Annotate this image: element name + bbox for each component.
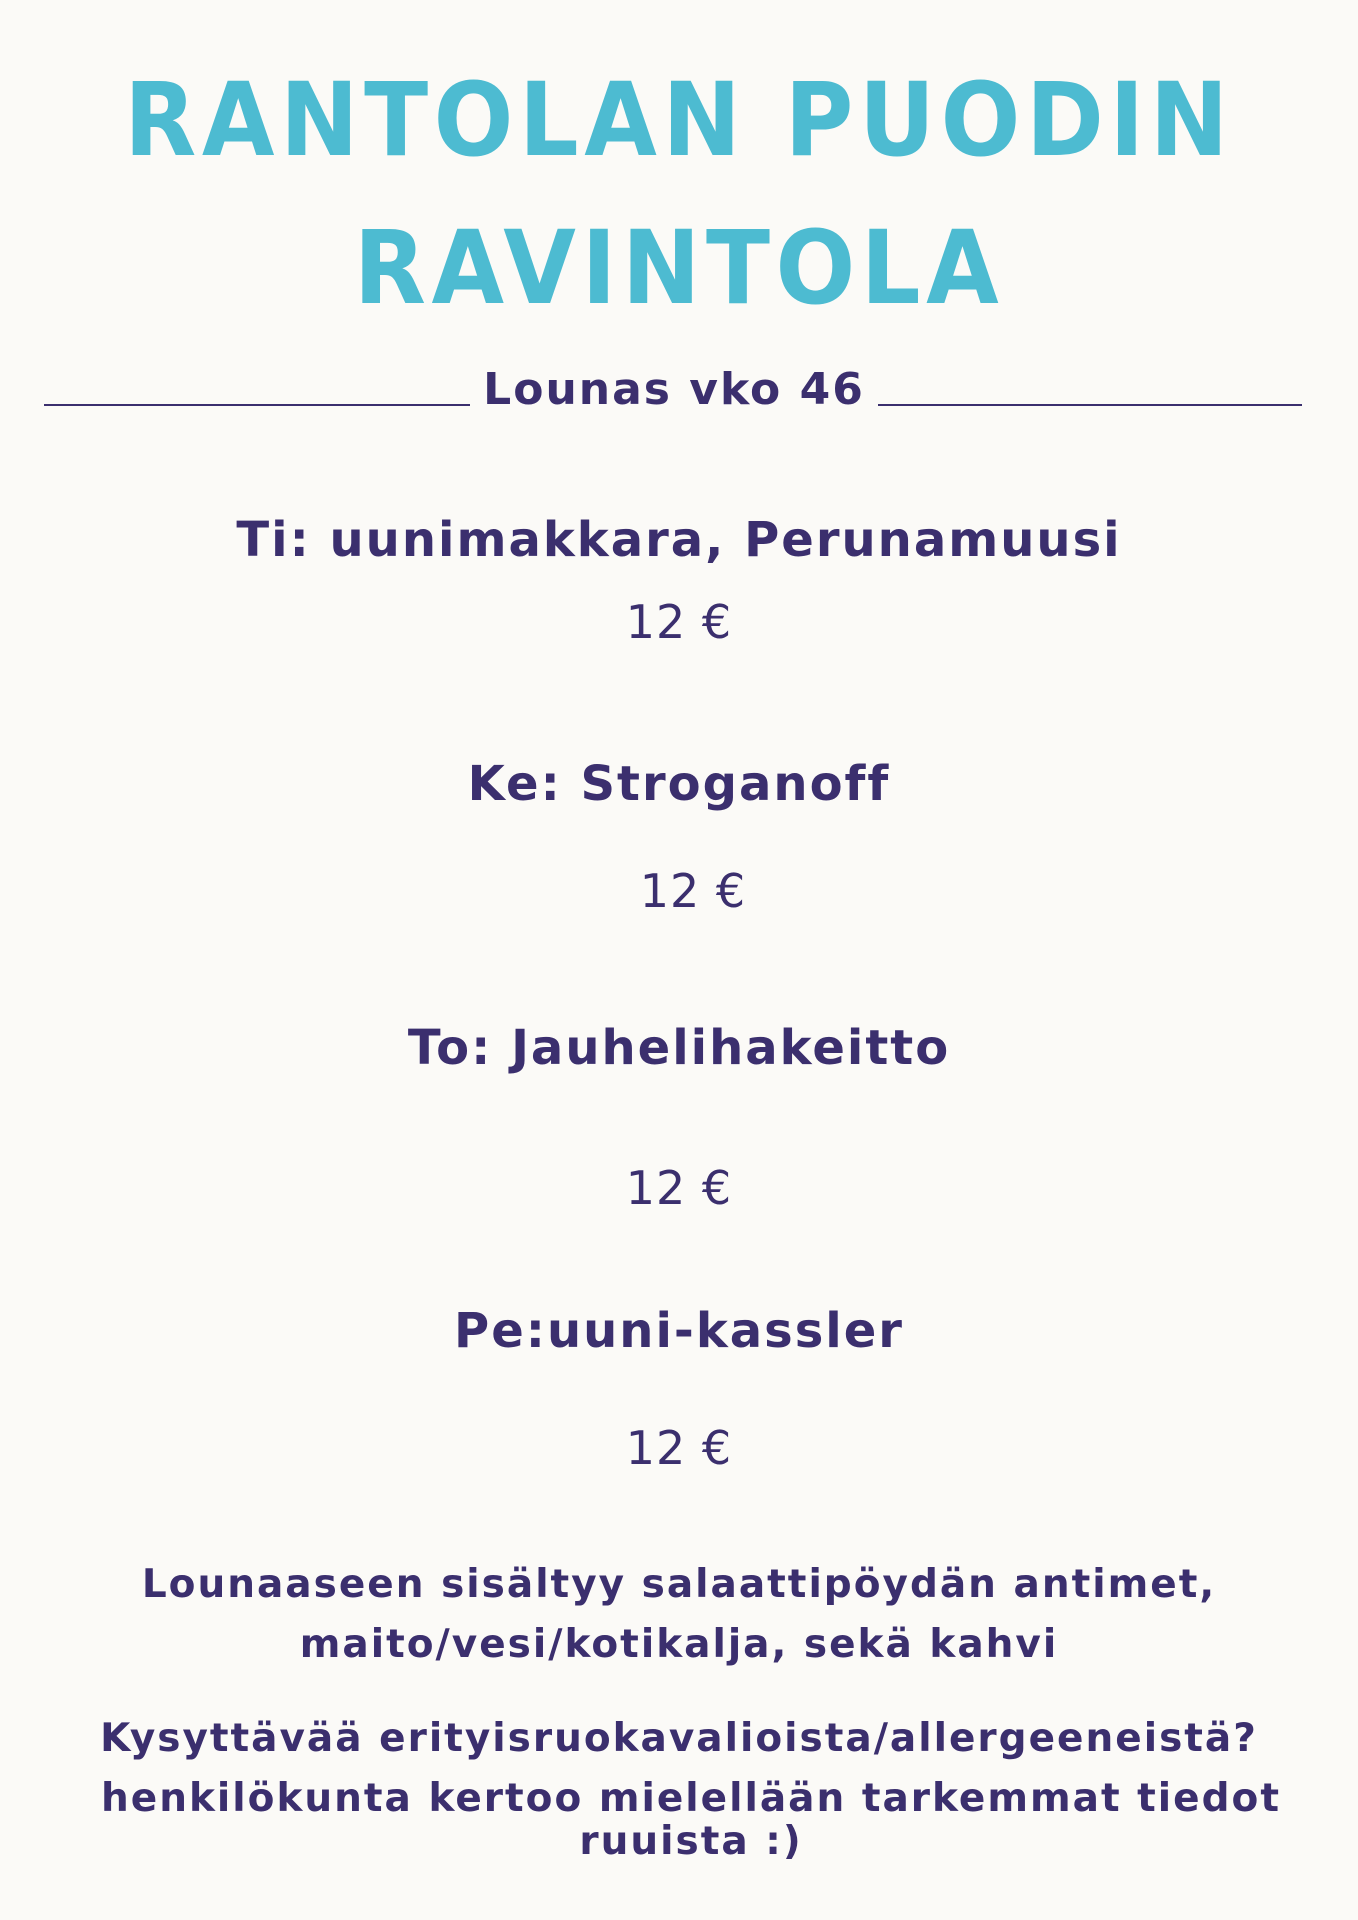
- menu-item-wednesday: Ke: Stroganoff: [467, 756, 891, 812]
- menu-price-wednesday: 12 €: [639, 864, 747, 918]
- restaurant-title-line-2: RAVINTOLA: [353, 209, 1005, 328]
- week-heading: Lounas vko 46: [483, 364, 865, 415]
- included-note-line-2: maito/vesi/kotikalja, sekä kahvi: [299, 1622, 1059, 1667]
- week-heading-row: [0, 360, 1358, 420]
- restaurant-title-line-1: RANTOLAN PUODIN: [124, 61, 1234, 180]
- allergen-note-line-1: Kysyttävää erityisruokavalioista/allergeeneistä?: [100, 1716, 1258, 1761]
- allergen-note-line-2: henkilökunta kertoo mielellään tarkemmat tiedot ruuista :): [101, 1776, 1281, 1864]
- menu-item-tuesday: Ti: uunimakkara, Perunamuusi: [236, 512, 1122, 568]
- menu-item-thursday: To: Jauhelihakeitto: [407, 1020, 951, 1076]
- menu-price-friday: 12 €: [625, 1421, 733, 1475]
- divider-left: [44, 404, 470, 406]
- menu-price-thursday: 12 €: [625, 1161, 733, 1215]
- included-note-line-1: Lounaaseen sisältyy salaattipöydän antimet,: [141, 1562, 1217, 1607]
- divider-right: [878, 404, 1302, 406]
- menu-price-tuesday: 12 €: [625, 595, 733, 649]
- menu-item-friday: Pe:uuni-kassler: [454, 1303, 904, 1359]
